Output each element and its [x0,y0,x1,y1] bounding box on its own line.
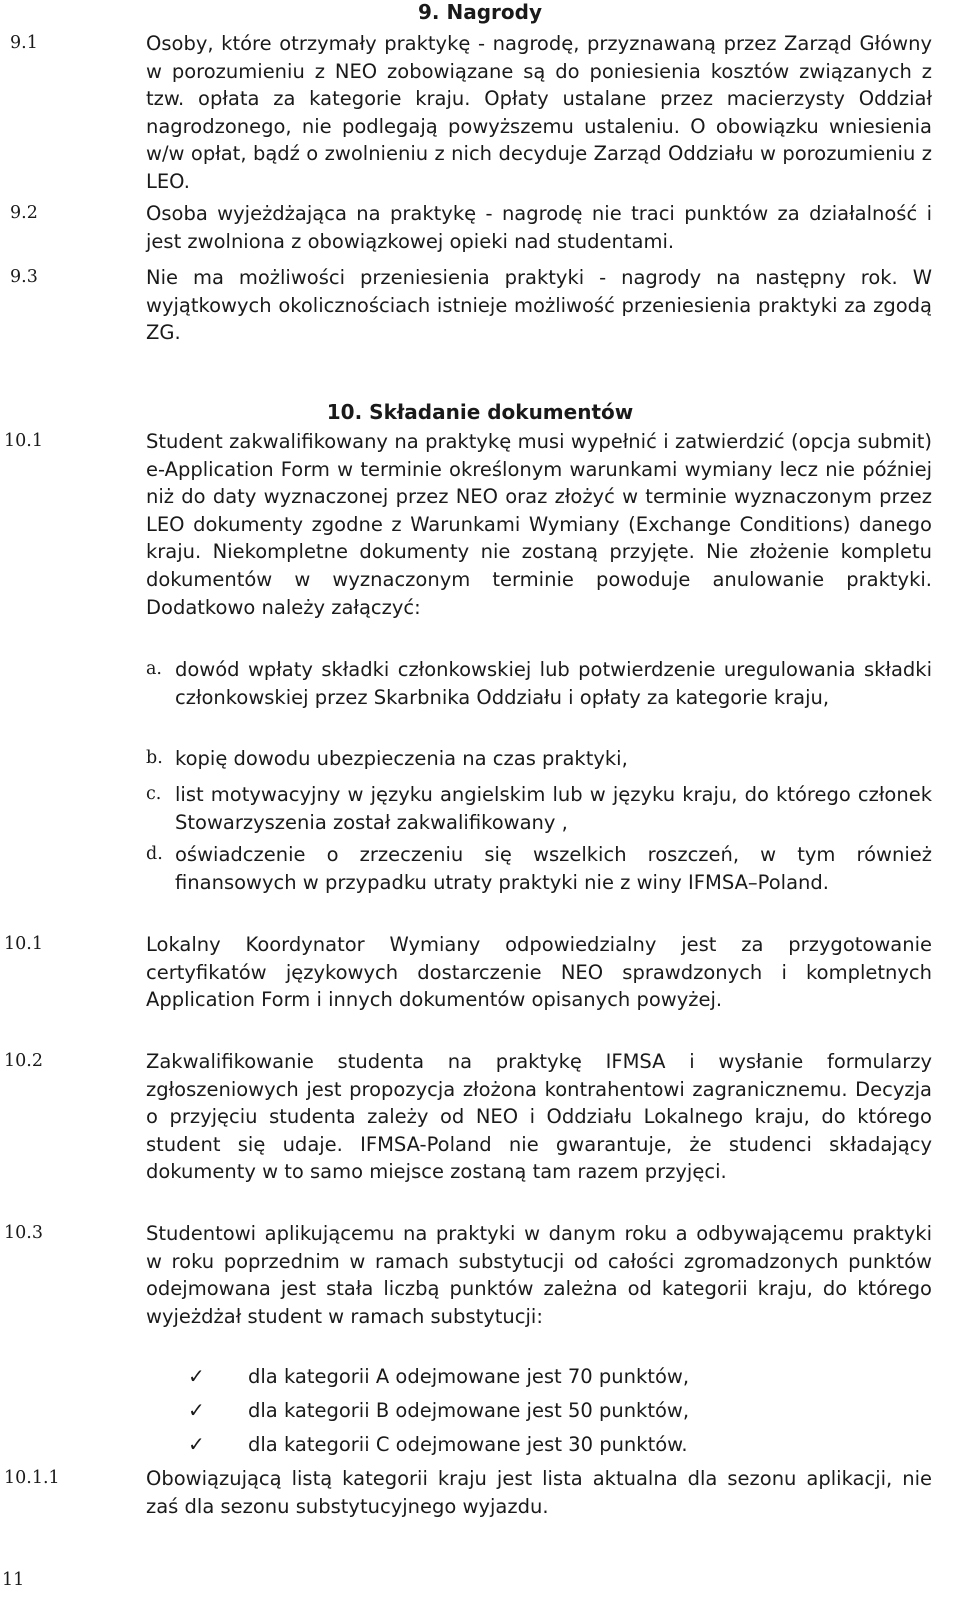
item-9-3-number: 9.3 [10,267,38,287]
item-10-2-text [146,1048,932,1186]
check-item-a-text: dla kategorii A odejmowane jest 70 punktów, [248,1365,690,1388]
item-10-1-1-text [146,1465,932,1520]
item-10-1b-body: Lokalny Koordynator Wymiany odpowiedzialny jest za przygotowanie certyfikatów językowych dostarczenie NEO sprawdzonych i kompletnych Application Form i innych dokumentów opisanych powyżej. [146,933,932,1012]
item-10-1-text [146,428,932,621]
subitem-c-letter: c. [146,784,162,804]
section-9-heading: 9. Nagrody [418,0,542,24]
subitem-b-text: kopię dowodu ubezpieczenia na czas praktyki, [175,747,628,770]
item-10-1-body: Student zakwalifikowany na praktykę musi wypełnić i zatwierdzić (opcja submit) e-Application Form w terminie określonym warunkami wymiany lecz nie później niż do daty wyznaczonej przez NEO oraz złożyć w terminie wyznaczonym przez LEO dokumenty zgodne z Warunkami Wymiany (Exchange Conditions) danego kraju. Niekompletne dokumenty nie zostaną przyjęte. Nie złożenie kompletu dokumentów w wyznaczonym terminie powoduje anulowanie praktyki. Dodatkowo należy załączyć: [146,430,932,619]
checkmark-icon: ✓ [188,1364,205,1388]
item-9-1-body: Osoby, które otrzymały praktykę - nagrodę, przyznawaną przez Zarząd Główny w porozumieniu z NEO zobowiązane są do poniesienia kosztów związanych z tzw. opłata za kategorie kraju. Opłaty ustalane przez macierzysty Oddział nagrodzonego, nie podlegają powyższemu ustaleniu. O obowiązku wniesienia w/w opłat, bądź o zwolnieniu z nich decyduje Zarząd Oddziału w porozumieniu z LEO. [146,32,932,193]
check-item-b-text: dla kategorii B odejmowane jest 50 punktów, [248,1399,690,1422]
subitem-a-text: dowód wpłaty składki członkowskiej lub potwierdzenie uregulowania składki członkowskiej przez Skarbnika Oddziału i opłaty za kategorie kraju, [175,658,932,709]
item-9-1-text [146,30,932,196]
subitem-d-letter: d. [146,844,163,864]
item-9-2-text [146,200,932,255]
item-10-2-number: 10.2 [4,1051,43,1071]
checkmark-icon: ✓ [188,1432,205,1456]
item-9-2-body: Osoba wyjeżdżająca na praktykę - nagrodę nie traci punktów za działalność i jest zwolniona z obowiązkowej opieki nad studentami. [146,202,932,253]
subitem-d-text: oświadczenie o zrzeczeniu się wszelkich roszczeń, w tym również finansowych w przypadku utraty praktyki nie z winy IFMSA–Poland. [175,843,932,894]
section-10-heading: 10. Składanie dokumentów [326,400,634,424]
item-9-3-body: Nie ma możliwości przeniesienia praktyki - nagrody na następny rok. W wyjątkowych okolicznościach istnieje możliwość przeniesienia praktyki za zgodą ZG. [146,266,932,345]
item-10-3-number: 10.3 [4,1223,43,1243]
item-10-3-body: Studentowi aplikującemu na praktyki w danym roku a odbywającemu praktyki w roku poprzednim w ramach substytucji od całości zgromadzonych punktów odejmowana jest stała liczbą punktów zależna od kategorii kraju, do którego wyjeżdżał student w ramach substytucji: [146,1222,932,1328]
checkmark-icon: ✓ [188,1398,205,1422]
item-10-1-1-number: 10.1.1 [4,1468,60,1488]
page-number: 11 [2,1570,25,1590]
subitem-a-letter: a. [146,659,162,679]
item-9-1-number: 9.1 [10,33,38,53]
item-9-2-number: 9.2 [10,203,38,223]
subitem-b-letter: b. [146,748,163,768]
item-10-1b-number: 10.1 [4,934,43,954]
item-10-1-number: 10.1 [4,431,43,451]
item-10-3-text [146,1220,932,1330]
item-10-2-body: Zakwalifikowanie studenta na praktykę IFMSA i wysłanie formularzy zgłoszeniowych jest propozycja złożona kontrahentowi zagranicznemu. Decyzja o przyjęciu studenta zależy od NEO i Oddziału Lokalnego kraju, do którego student się udaje. IFMSA-Poland nie gwarantuje, że studenci składający dokumenty w to samo miejsce zostaną tam razem przyjęci. [146,1050,932,1184]
check-item-c-text: dla kategorii C odejmowane jest 30 punktów. [248,1433,688,1456]
item-10-1-1-body: Obowiązującą listą kategorii kraju jest lista aktualna dla sezonu aplikacji, nie zaś dla sezonu substytucyjnego wyjazdu. [146,1467,932,1518]
subitem-c-text: list motywacyjny w języku angielskim lub w języku kraju, do którego członek Stowarzyszenia został zakwalifikowany , [175,783,932,834]
item-10-1b-text [146,931,932,1014]
item-9-3-text [146,264,932,347]
